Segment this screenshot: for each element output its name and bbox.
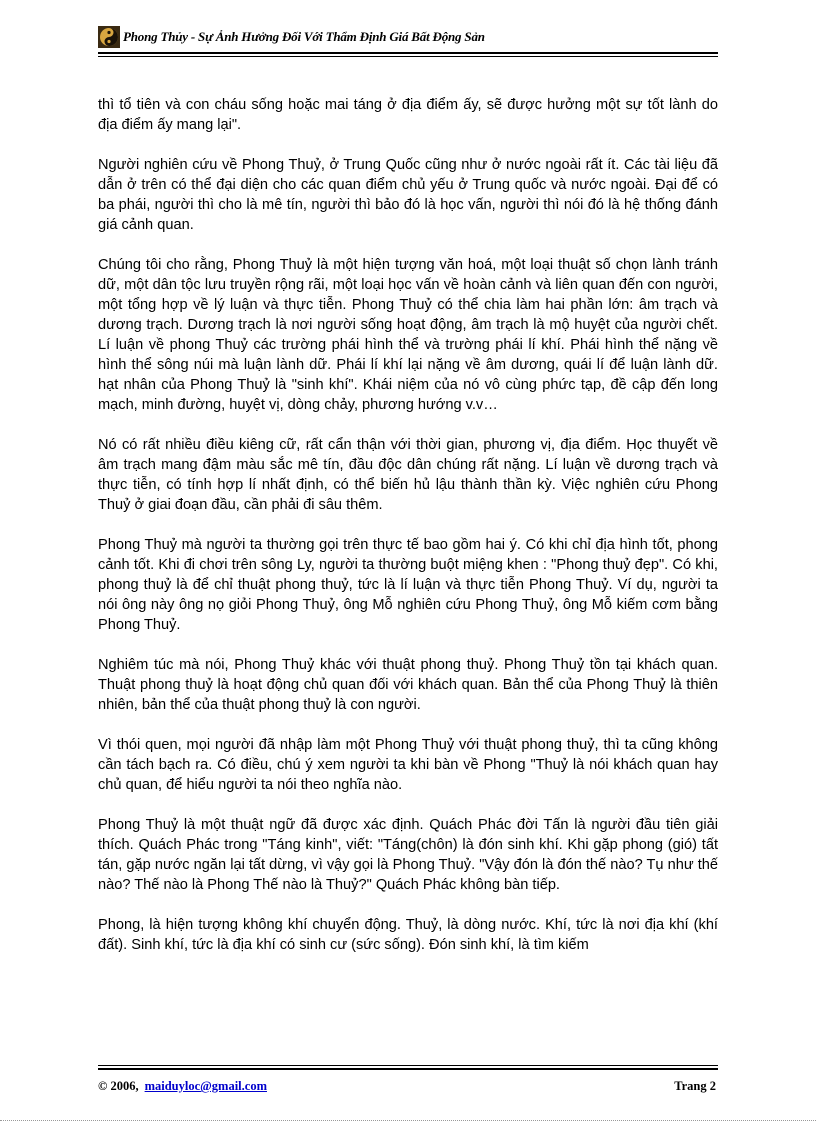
paragraph: thì tổ tiên và con cháu sống hoặc mai táng ở địa điểm ấy, sẽ được hưởng một sự tốt lành do địa điểm ấy mang lại". xyxy=(98,97,718,133)
paragraph: Phong Thuỷ là một thuật ngữ đã được xác định. Quách Phác đời Tấn là người đầu tiên giải thích. Quách Phác trong "Táng kinh", viết: "Táng(chôn) là đón sinh khí. Khi gặp phong (gió) tất tán, gặp nước ngăn lại tất dừng, vì vậy gọi là Phong Thuỷ. "Vậy đón là đón thế nào? Tụ như thế nào? Thế nào là Phong Thế nào là Thuỷ?" Quách Phác không bàn tiếp. xyxy=(98,817,718,893)
header-divider xyxy=(98,52,718,54)
paragraph: Phong, là hiện tượng không khí chuyển động. Thuỷ, là dòng nước. Khí, tức là nơi địa khí (khí đất). Sinh khí, tức là địa khí có sinh cư (sức sống). Đón sinh khí, là tìm kiếm xyxy=(98,917,718,953)
footer-divider-thin xyxy=(98,1065,718,1066)
page-number: Trang 2 xyxy=(674,1079,716,1093)
document-title: Phong Thủy - Sự Ảnh Hưởng Đối Với Thẩm Định Giá Bất Động Sản xyxy=(123,29,485,44)
paragraph: Nghiêm túc mà nói, Phong Thuỷ khác với thuật phong thuỷ. Phong Thuỷ tồn tại khách quan. Thuật phong thuỷ là hoạt động chủ quan đối với khách quan. Bản thể của Phong Thuỷ là thiên nhiên, bản thể của thuật phong thuỷ là con người. xyxy=(98,657,718,713)
paragraph: Phong Thuỷ mà người ta thường gọi trên thực tế bao gồm hai ý. Có khi chỉ địa hình tốt, phong cảnh tốt. Khi đi chơi trên sông Ly, người ta thường buột miệng khen : "Phong thuỷ đẹp". Có khi, phong thuỷ là để chỉ thuật phong thuỷ, tức là lí luận và thực tiễn Phong Thuỷ. Ví dụ, người ta nói ông này ông nọ giỏi Phong Thuỷ, ông Mỗ nghiên cứu Phong Thuỷ, ông Mỗ kiếm cơm bằng Phong Thuỷ. xyxy=(98,537,718,633)
footer-copyright-block xyxy=(98,1079,267,1094)
paragraph: Nó có rất nhiều điều kiêng cữ, rất cẩn thận với thời gian, phương vị, địa điểm. Học thuyết về âm trạch mang đậm màu sắc mê tín, đầu độc dân chúng rất nặng. Lí luận về dương trạch và thực tiễn, có tính hợp lí nhất định, có thể biến hủ lậu thành thần kỳ. Việc nghiên cứu Phong Thuỷ ở giai đoạn đầu, cần phải đi sâu thêm. xyxy=(98,437,718,513)
paragraph: Vì thói quen, mọi người đã nhập làm một Phong Thuỷ với thuật phong thuỷ, thì ta cũng không cần tách bạch ra. Có điều, chú ý xem người ta khi bàn về Phong "Thuỷ là nói khách quan hay chủ quan, để hiểu người ta nói theo nghĩa nào. xyxy=(98,737,718,793)
copyright-text: © 2006, xyxy=(98,1079,139,1093)
paragraph: Chúng tôi cho rằng, Phong Thuỷ là một hiện tượng văn hoá, một loại thuật số chọn lành tránh dữ, một dân tộc lưu truyền rộng rãi, một loại học vấn về hoàn cảnh và liên quan đến con người, một tổng hợp về lý luận và thực tiễn. Phong Thuỷ có thể chia làm hai phần lớn: âm trạch và dương trạch. Dương trạch là nơi người sống hoạt động, âm trạch là mộ huyệt của người chết. Lí luận về phong Thuỷ các trường phái hình thể và trường phái lí khí. Phái hình thể nặng về hình thể sông núi mà luận lành dữ. Phái lí khí lại nặng về âm dương, quái lí để luận lành dữ. hạt nhân của Phong Thuỷ là "sinh khí". Khái niệm của nó vô cùng phức tạp, đề cập đến long mạch, minh đường, huyệt vị, dòng chảy, phương hướng v.v… xyxy=(98,257,718,413)
yin-yang-logo-icon xyxy=(98,26,120,48)
paragraph: Người nghiên cứu về Phong Thuỷ, ở Trung Quốc cũng như ở nước ngoài rất ít. Các tài liệu đã dẫn ở trên có thể đại diện cho các quan điểm chủ yếu ở Trung quốc và nước ngoài. Đại để có ba phái, người thì cho là mê tín, người thì bảo đó là học vấn, người thì nói đó là hệ thống đánh giá cảnh quan. xyxy=(98,157,718,233)
email-link[interactable]: maiduyloc@gmail.com xyxy=(144,1079,267,1093)
footer-divider xyxy=(98,1068,718,1070)
header-divider-thin xyxy=(98,56,718,57)
page-boundary xyxy=(0,1120,816,1121)
page-header xyxy=(98,24,716,52)
page-footer xyxy=(98,1079,718,1097)
document-body xyxy=(98,95,718,975)
